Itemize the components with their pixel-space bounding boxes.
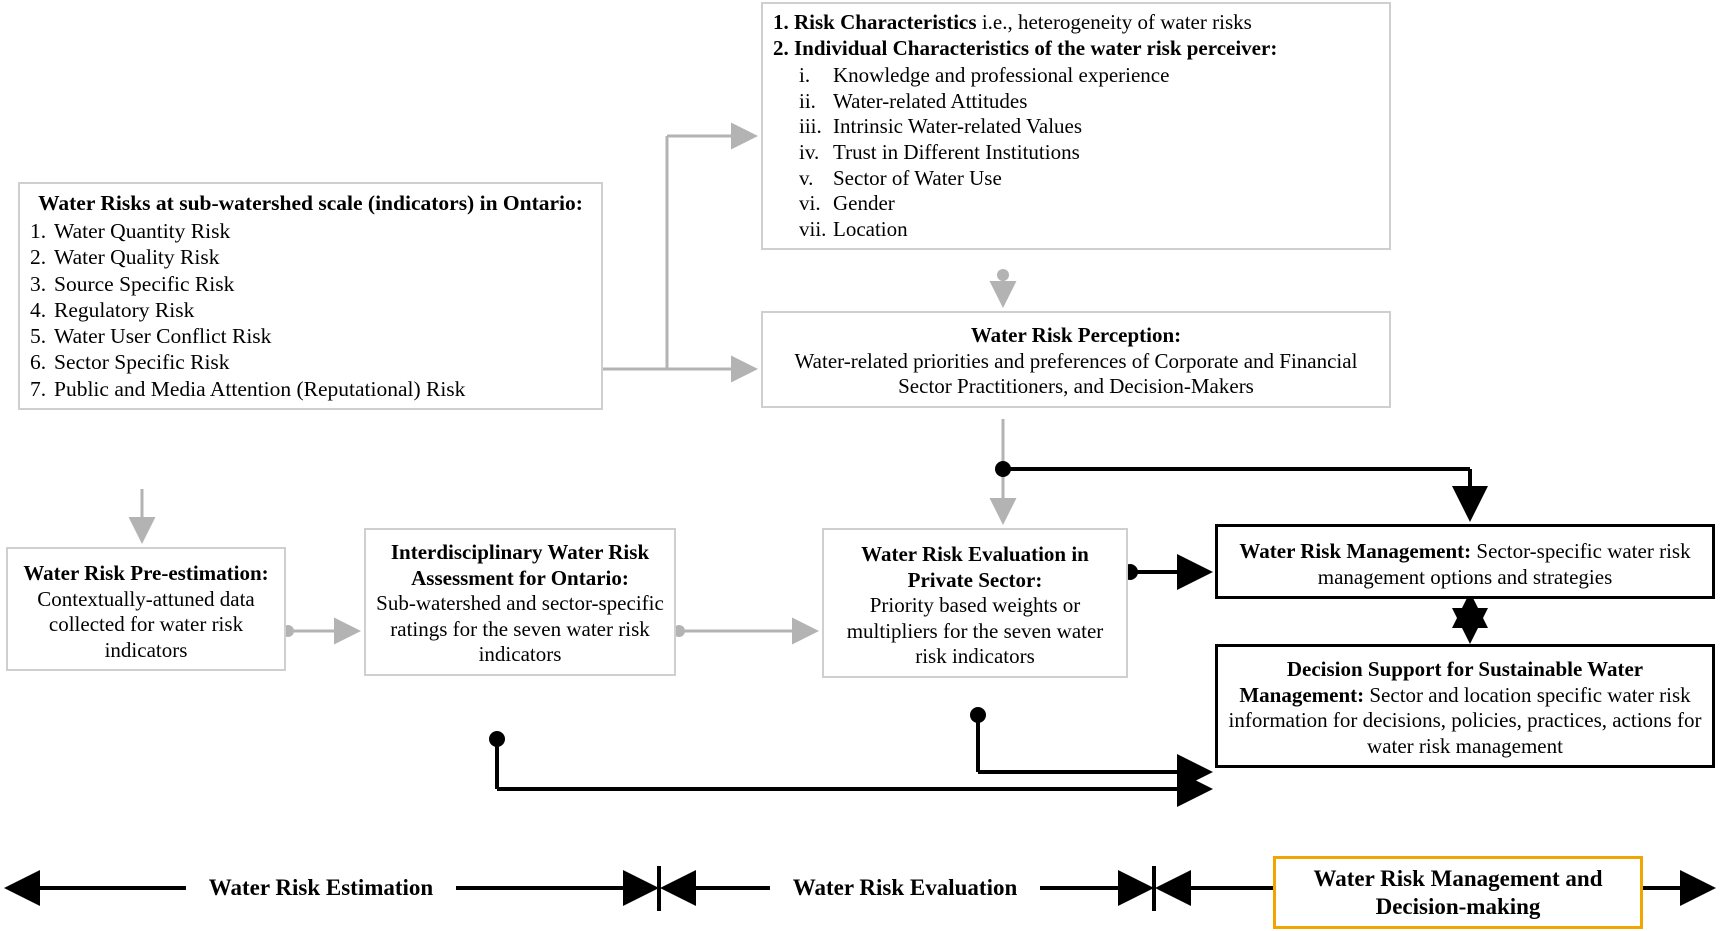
list-item <box>30 271 591 297</box>
perception-body: Water-related priorities and preferences of Corporate and Financial Sector Practitioners, and Decision-Makers <box>794 348 1358 399</box>
list-item <box>799 89 1379 115</box>
characteristics-line-1-bold: 1. Risk Characteristics <box>773 10 977 34</box>
list-item <box>30 376 591 402</box>
phase-label-management: Water Risk Management and Decision-making <box>1273 856 1643 929</box>
list-item-label: Intrinsic Water-related Values <box>833 114 1083 139</box>
characteristics-line-1-rest: i.e., heterogeneity of water risks <box>976 10 1252 34</box>
list-item <box>799 191 1379 217</box>
preestimation-body: Contextually-attuned data collected for water risk indicators <box>37 586 255 662</box>
list-item-label: Trust in Different Institutions <box>833 140 1080 165</box>
list-item <box>30 297 591 323</box>
list-item-label: Water Quantity Risk <box>54 219 231 244</box>
list-item-number: iv. <box>799 140 820 165</box>
list-item-label: Public and Media Attention (Reputational) Risk <box>54 376 466 401</box>
box-water-risk-perception <box>761 311 1391 408</box>
list-item-label: Regulatory Risk <box>54 297 195 322</box>
list-item-label: Gender <box>833 191 895 216</box>
preestimation-title: Water Risk Pre-estimation: <box>23 561 269 585</box>
connector-interdisciplinary-to-decision <box>489 731 1209 789</box>
management-text <box>1228 539 1702 590</box>
decision-body: Sector and location specific water risk information for decisions, policies, practices, actions for water risk management <box>1228 682 1702 758</box>
box-water-risk-management <box>1215 524 1715 599</box>
box-water-risk-evaluation <box>822 528 1128 678</box>
list-item-number: 6. <box>30 350 47 375</box>
phase-label-estimation: Water Risk Estimation <box>186 875 456 901</box>
box-water-risk-pre-estimation <box>6 547 286 671</box>
characteristics-line-2: 2. Individual Characteristics of the water risk perceiver: <box>773 35 1278 60</box>
connector-perception-to-management <box>995 461 1470 518</box>
list-item <box>799 166 1379 192</box>
list-item-number: v. <box>799 165 814 190</box>
connector-characteristics-to-perception <box>997 269 1009 305</box>
list-item-number: 3. <box>30 271 47 296</box>
list-item-number: 2. <box>30 245 47 270</box>
list-item-label: Water User Conflict Risk <box>54 324 272 349</box>
list-item-label: Water Quality Risk <box>54 245 220 270</box>
characteristics-list <box>799 63 1379 242</box>
connector-evaluation-to-management <box>1122 564 1209 580</box>
characteristics-line-1 <box>773 10 1379 36</box>
list-item-number: 4. <box>30 297 47 322</box>
connector-preestimation-to-interdisciplinary <box>282 625 358 637</box>
phase-label-evaluation: Water Risk Evaluation <box>770 875 1040 901</box>
list-item-number: 1. <box>30 219 47 244</box>
box-interdisciplinary-assessment <box>364 528 676 676</box>
list-item-number: i. <box>799 63 811 88</box>
perception-title: Water Risk Perception: <box>970 323 1182 347</box>
list-item-number: 7. <box>30 376 47 401</box>
connector-interdisciplinary-to-evaluation <box>673 625 816 637</box>
list-item-label: Source Specific Risk <box>54 271 235 296</box>
connector-evaluation-to-decision <box>970 707 1209 772</box>
list-item <box>799 140 1379 166</box>
list-item-number: ii. <box>799 88 816 113</box>
list-item <box>30 244 591 270</box>
list-item <box>799 63 1379 89</box>
risks-list <box>30 218 591 402</box>
evaluation-body: Priority based weights or multipliers for the seven water risk indicators <box>846 593 1104 669</box>
list-item-label: Sector Specific Risk <box>54 350 230 375</box>
list-item <box>30 349 591 375</box>
list-item-number: vi. <box>799 191 821 216</box>
decision-text <box>1228 657 1702 759</box>
management-body: Sector-specific water risk management options and strategies <box>1317 539 1691 589</box>
decision-title: Decision Support for Sustainable Water Management: <box>1239 657 1644 707</box>
list-item <box>30 218 591 244</box>
list-item <box>30 323 591 349</box>
risks-heading: Water Risks at sub-watershed scale (indicators) in Ontario: <box>38 191 583 215</box>
interdisciplinary-title: Interdisciplinary Water Risk Assessment for Ontario: <box>390 540 650 590</box>
list-item-label: Sector of Water Use <box>833 165 1002 190</box>
list-item-number: vii. <box>799 216 827 241</box>
list-item-label: Knowledge and professional experience <box>833 63 1170 88</box>
list-item-number: 5. <box>30 324 47 349</box>
interdisciplinary-body: Sub-watershed and sector-specific ratings for the seven water risk indicators <box>376 591 664 667</box>
evaluation-title: Water Risk Evaluation in Private Sector: <box>861 542 1089 592</box>
list-item-label: Water-related Attitudes <box>833 88 1028 113</box>
list-item-label: Location <box>833 216 908 241</box>
box-risk-characteristics <box>761 2 1391 250</box>
box-water-risks-indicators <box>18 182 603 410</box>
list-item-number: iii. <box>799 114 822 139</box>
management-title: Water Risk Management: <box>1239 539 1472 563</box>
connector-risks-to-perception <box>583 136 755 375</box>
list-item <box>799 114 1379 140</box>
list-item <box>799 217 1379 243</box>
box-decision-support <box>1215 644 1715 768</box>
